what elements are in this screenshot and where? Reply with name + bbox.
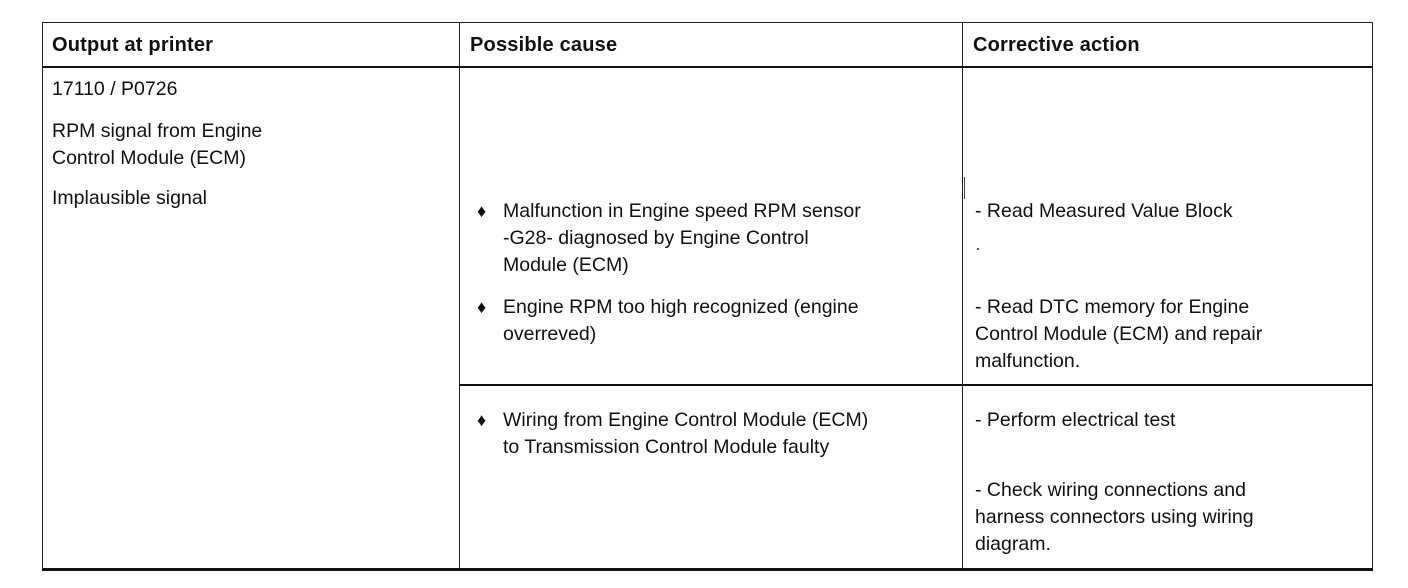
action-item-1 (975, 198, 1233, 225)
cause-item-3 (477, 407, 869, 461)
cause-1-line-3: Module (ECM) (503, 254, 629, 276)
header-possible-cause: Possible cause (470, 34, 618, 56)
action-item-4 (975, 477, 1254, 558)
fault-title-line-1: RPM signal from Engine (52, 120, 263, 142)
diamond-bullet-icon: ♦ (477, 201, 487, 221)
header-output-at-printer: Output at printer (52, 34, 214, 56)
action-1-line-1: - Read Measured Value Block (975, 200, 1233, 222)
cause-1-line-2: -G28- diagnosed by Engine Control (503, 227, 809, 249)
action-4-line-3: diagram. (975, 533, 1051, 555)
cause-2-line-1: Engine RPM too high recognized (engine (503, 296, 859, 318)
cause-item-1 (477, 198, 861, 279)
diamond-bullet-icon: ♦ (477, 410, 487, 430)
diamond-bullet-icon: ♦ (477, 297, 487, 317)
diagnostic-table (42, 22, 1373, 571)
column-divider-2 (962, 23, 963, 568)
cause-2-line-2: overreved) (503, 323, 597, 345)
action-4-line-2: harness connectors using wiring (975, 506, 1254, 528)
action-2-line-1: - Read DTC memory for Engine (975, 296, 1250, 318)
fault-code: 17110 / P0726 (52, 78, 178, 100)
action-2-line-2: Control Module (ECM) and repair (975, 323, 1263, 345)
cause-item-2 (477, 294, 859, 348)
header-corrective-action: Corrective action (973, 34, 1140, 56)
column-divider-1 (459, 23, 460, 568)
section-rule (459, 384, 1372, 386)
action-3-line-1: - Perform electrical test (975, 409, 1176, 431)
fault-condition: Implausible signal (52, 187, 208, 209)
cause-3-line-1: Wiring from Engine Control Module (ECM) (503, 409, 869, 431)
cause-3-line-2: to Transmission Control Module faulty (503, 436, 830, 458)
action-item-3 (975, 407, 1175, 434)
action-2-line-3: malfunction. (975, 350, 1081, 372)
cause-1-line-1: Malfunction in Engine speed RPM sensor (503, 200, 861, 222)
header-rule (43, 66, 1372, 68)
action-4-line-1: - Check wiring connections and (975, 479, 1246, 501)
fault-title-line-2: Control Module (ECM) (52, 147, 246, 169)
action-item-2 (975, 294, 1262, 375)
stray-mark (977, 248, 979, 250)
action-column-tick (964, 177, 965, 199)
